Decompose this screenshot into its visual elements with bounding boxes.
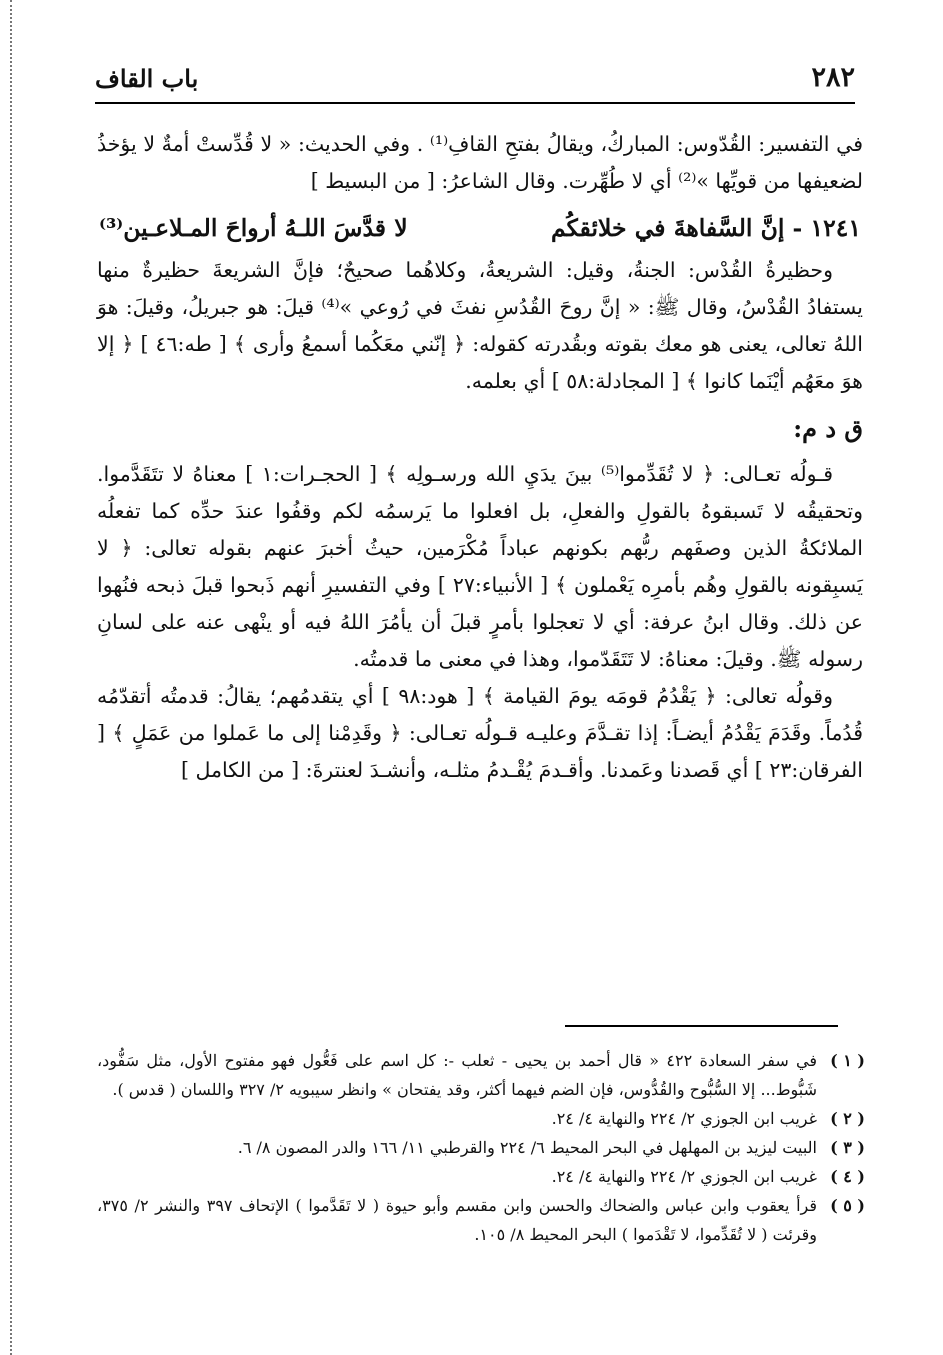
footnote-number: ( ٢ ) — [830, 1109, 865, 1128]
section-heading: ق د م: — [793, 414, 863, 443]
paragraph-3: قـولُه تعـالى: ﴿ لا تُقَدِّموا⁽⁵⁾ بينَ يدَيِ الله ورسـولِه ﴾ [ الحجـرات:١ ] معناهُ لا تتَقَدَّموا. وتحقيقُه لا تَسبقوهُ بالقولِ والفعلِ، بل افعلوا ما يَرسمُه لكم وقفُوا عندَ حدِّه كما تفعلُه الملائكةُ الذين وصفَهم ربُّهم بكونهم عباداً مُكْرَمين، حيثُ أخبرَ عنهم بقوله تعالى: ﴿ لا يَسبِقونه بالقولِ وهُم بأمرِه يَعْملون ﴾ [ الأنبياء:٢٧ ] وفي التفسيرِ أنهم ذَبحوا قبلَ ذبحه فنُهوا عن ذلك. وقال ابنُ عرفة: أي لا تعجلوا بأمرٍ قبلَ أن يأمُرَ اللهُ فيه أو ينْهى عنه على لسانِ رسوله ﷺ. وقيلَ: معناهُ: لا تَتَقَدّموا، وهذا في معنى ما قدمتُه. — [97, 462, 863, 671]
footnote-number: ( ٥ ) — [830, 1196, 865, 1215]
poem-verse — [97, 208, 863, 248]
footnotes — [97, 1046, 865, 1249]
footnote-5 — [97, 1191, 865, 1249]
footnote-text: غريب ابن الجوزي ٢/ ٢٢٤ والنهاية ٤/ ٢٤. — [551, 1109, 817, 1128]
footnote-4 — [97, 1162, 865, 1191]
chapter-title: باب القاف — [95, 64, 199, 93]
footnote-1 — [97, 1046, 865, 1104]
footnote-number: ( ٣ ) — [830, 1138, 865, 1157]
footnote-number: ( ١ ) — [830, 1051, 865, 1070]
footnote-divider — [565, 1025, 838, 1027]
poem-second-hemistich: لا قدَّسَ اللـهُ أرواحَ المـلاعـين⁽³⁾ — [99, 214, 408, 242]
page-number: ٢٨٢ — [811, 62, 855, 93]
paragraph-4: وقولُه تعالى: ﴿ يَقْدُمُ قومَه يومَ القيامة ﴾ [ هود:٩٨ ] أي يتقدمُهم؛ يقالُ: قدمتُه أتقدّمُه قُدُماً. وقَدَمَ يَقْدُمُ أيضـاً: إذا تقـدَّمَ وعليـه قـولُه تعـالى: ﴿ وقَدِمْنا إلى ما عَملوا من عَمَلٍ ﴾ [ الفرقان:٢٣ ] أي قَصدنا وعَمدنا. وأقـدمَ يُقْـدمُ مثلـه، وأنشـدَ لعنترةَ: [ من الكامل ] — [97, 684, 863, 782]
margin-dotted-line — [10, 0, 12, 1355]
footnote-text: قرأ يعقوب وابن عباس والضحاك والحسن وابن مقسم وأبو حيوة ( لا تَقَدَّموا ) الإتحاف ٣٩٧ والنشر ٢/ ٣٧٥، وقرئت ( لا تُقَدِّموا، لا تَقْدَموا ) البحر المحيط ٨/ ١٠٥. — [97, 1196, 817, 1244]
footnote-text: في سفر السعادة ٤٢٢ « قال أحمد بن يحيى - ثعلب -: كل اسم على فَعُّول فهو مفتوح الأول، مثل سَفُّود، شَبُّوط... إلا السُّبُّوح والقُدُّوس، فإن الضم فيهما أكثر، وقد يفتحان » وانظر سيبويه ٢/ ٣٢٧ واللسان ( قدس ). — [97, 1051, 818, 1099]
poem-first-hemistich: ١٢٤١ - إنَّ السَّفاهةَ في خلائقكُم — [550, 214, 861, 242]
main-text — [97, 126, 863, 789]
footnote-2 — [97, 1104, 865, 1133]
page-header — [95, 52, 855, 104]
paragraph-1: في التفسير: القُدّوس: المباركُ، ويقالُ بفتحِ القافِ⁽¹⁾ . وفي الحديث: « لا قُدِّستْ أمةٌ لا يؤخذُ لضعيفها من قويِّها »⁽²⁾ أي لا طُهِّرت. وقال الشاعرُ: [ من البسيط ] — [97, 132, 863, 193]
footnote-number: ( ٤ ) — [830, 1167, 865, 1186]
footnote-3 — [97, 1133, 865, 1162]
footnote-text: البيت ليزيد بن المهلهل في البحر المحيط ٦/ ٢٢٤ والقرطبي ١١/ ١٦٦ والدر المصون ٨/ ٦. — [237, 1138, 817, 1157]
paragraph-2: وحظيرةُ القُدْس: الجنةُ، وقيل: الشريعةُ، وكلاهُما صحيحٌ؛ فإنَّ الشريعةَ حظيرةٌ منها يستفادُ القُدْسُ، وقال ﷺ: « إنَّ روحَ القُدُسِ نفثَ في رُوعي »⁽⁴⁾ قيلَ: هو جبريلُ، وقيلَ: هوَ اللهُ تعالى، يعنى هو معك بقوته وبقُدرته كقوله: ﴿ إنّني معَكُما أسمعُ وأرى ﴾ [ طه:٤٦ ] ﴿ إلا هوَ معَهُم أيْنَما كانوا ﴾ [ المجادلة:٥٨ ] أي بعلمه. — [97, 258, 864, 393]
footnote-text: غريب ابن الجوزي ٢/ ٢٢٤ والنهاية ٤/ ٢٤. — [551, 1167, 817, 1186]
